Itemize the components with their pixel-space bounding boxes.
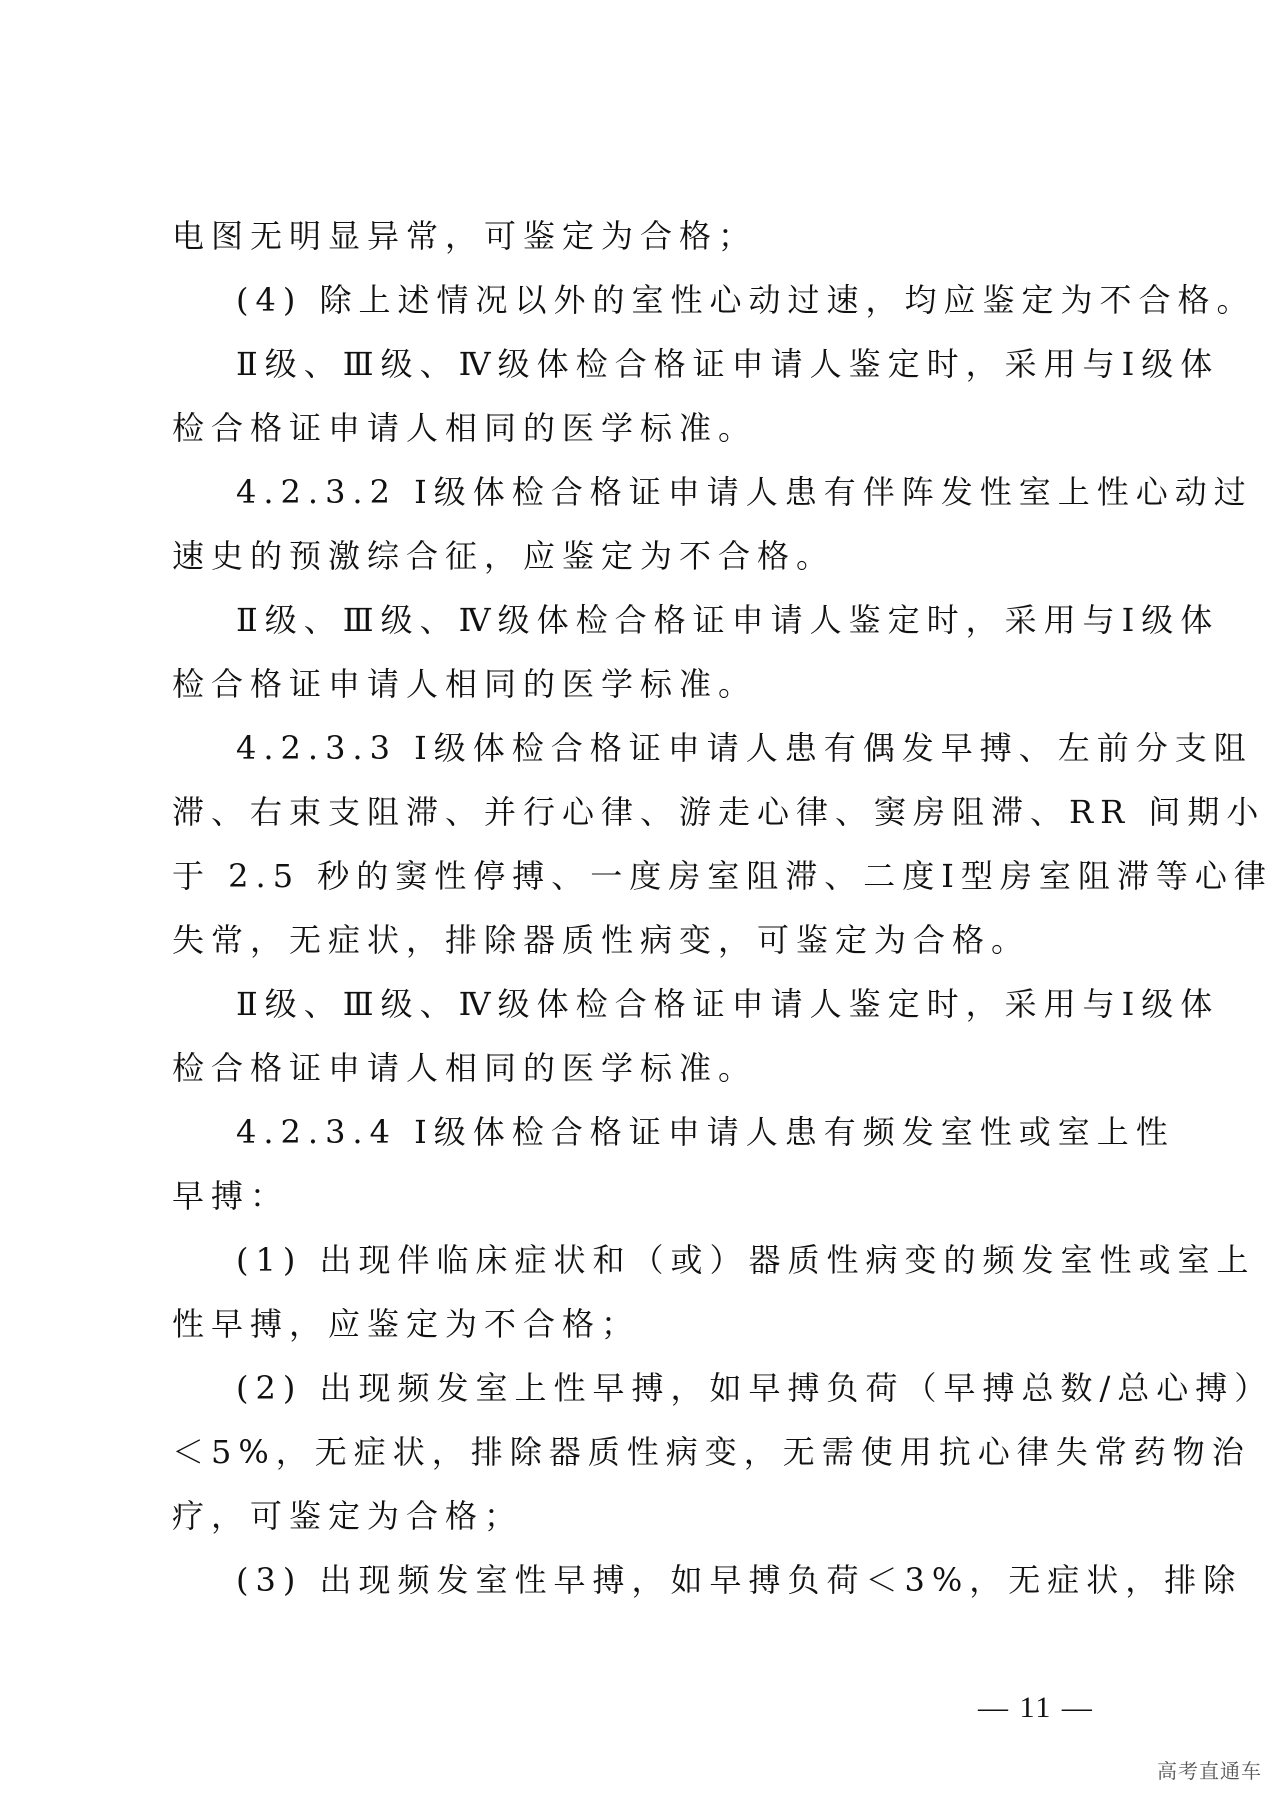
text-line: Ⅱ级、Ⅲ级、Ⅳ级体检合格证申请人鉴定时，采用与Ⅰ级体 [236, 985, 1220, 1023]
text-line: 检合格证申请人相同的医学标准。 [172, 409, 758, 447]
text-line: 疗，可鉴定为合格； [172, 1497, 524, 1535]
text-line: 检合格证申请人相同的医学标准。 [172, 1049, 758, 1087]
text-line: 滞、右束支阻滞、并行心律、游走心律、窦房阻滞、RR 间期小 [172, 793, 1266, 831]
text-line: 早搏： [172, 1177, 290, 1215]
text-line: 4.2.3.4 Ⅰ级体检合格证申请人患有频发室性或室上性 [236, 1113, 1175, 1151]
text-line: Ⅱ级、Ⅲ级、Ⅳ级体检合格证申请人鉴定时，采用与Ⅰ级体 [236, 601, 1220, 639]
text-line: 速史的预激综合征，应鉴定为不合格。 [172, 537, 836, 575]
text-line: 性早搏，应鉴定为不合格； [172, 1305, 641, 1343]
text-line: (2) 出现频发室上性早搏，如早搏负荷（早搏总数/总心搏） [236, 1369, 1274, 1407]
text-line: 失常，无症状，排除器质性病变，可鉴定为合格。 [172, 921, 1031, 959]
text-line: ＜5%，无症状，排除器质性病变，无需使用抗心律失常药物治 [172, 1433, 1251, 1471]
text-line: (4) 除上述情况以外的室性心动过速，均应鉴定为不合格。 [236, 281, 1256, 319]
text-line: (1) 出现伴临床症状和（或）器质性病变的频发室性或室上 [236, 1241, 1256, 1279]
page-number: — 11 — [978, 1691, 1094, 1724]
text-line: 电图无明显异常，可鉴定为合格； [172, 217, 758, 255]
text-line: (3) 出现频发室性早搏，如早搏负荷＜3%，无症状，排除 [236, 1561, 1243, 1599]
text-line: 检合格证申请人相同的医学标准。 [172, 665, 758, 703]
text-line: Ⅱ级、Ⅲ级、Ⅳ级体检合格证申请人鉴定时，采用与Ⅰ级体 [236, 345, 1220, 383]
watermark: 高考直通车 [1157, 1759, 1262, 1783]
text-line: 于 2.5 秒的窦性停搏、一度房室阻滞、二度Ⅰ型房室阻滞等心律 [172, 857, 1273, 895]
text-line: 4.2.3.2 Ⅰ级体检合格证申请人患有伴阵发性室上性心动过 [236, 473, 1253, 511]
text-line: 4.2.3.3 Ⅰ级体检合格证申请人患有偶发早搏、左前分支阻 [236, 729, 1253, 767]
